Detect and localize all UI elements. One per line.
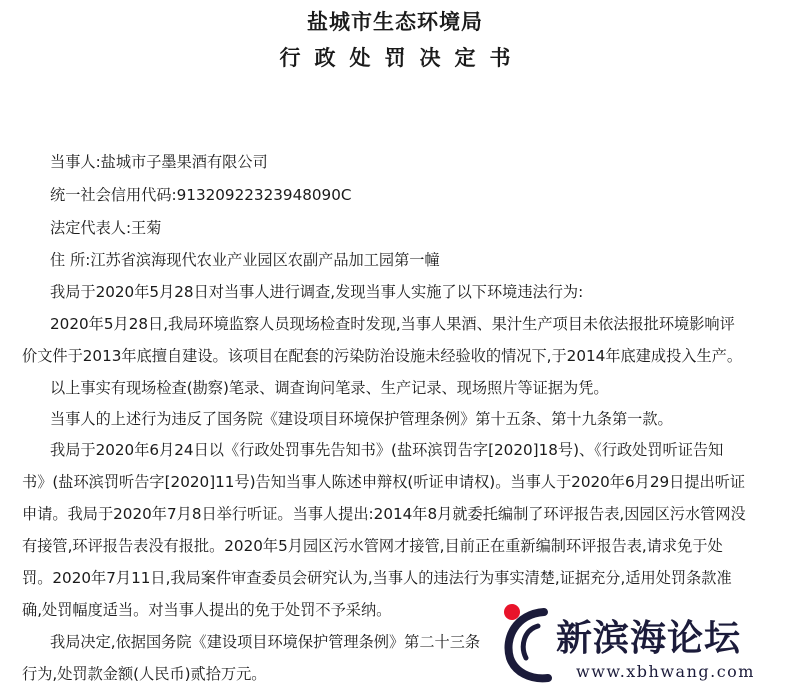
paragraph-hearing-line-1: 我局于2020年6月24日以《行政处罚事先告知书》(盐环滨罚告字[2020]18号)、《行政处罚听证告知 bbox=[50, 441, 724, 459]
paragraph-finding-line-2: 价文件于2013年底擅自建设。该项目在配套的污染防治设施未经验收的情况下,于2014年底建成投入生产。 bbox=[22, 347, 743, 365]
agency-title: 盐城市生态环境局 bbox=[307, 10, 483, 34]
paragraph-violation: 当事人的上述行为违反了国务院《建设项目环境保护管理条例》第十五条、第十九条第一款。 bbox=[50, 410, 673, 428]
paragraph-finding-line-1: 2020年5月28日,我局环境监察人员现场检查时发现,当事人果酒、果汁生产项目未依法报批环境影响评 bbox=[50, 315, 735, 333]
document-type-title: 行政处罚决定书 bbox=[279, 46, 525, 70]
paragraph-evidence: 以上事实有现场检查(勘察)笔录、调查询问笔录、生产记录、现场照片等证据为凭。 bbox=[50, 379, 609, 397]
paragraph-hearing-line-5: 罚。2020年7月11日,我局案件审查委员会研究认为,当事人的违法行为事实清楚,证据充分,适用处罚条款准 bbox=[22, 569, 732, 587]
party-name-line: 当事人:盐城市子墨果酒有限公司 bbox=[50, 153, 268, 171]
paragraph-hearing-line-2: 书》(盐环滨罚听告字[2020]11号)告知当事人陈述申辩权(听证申请权)。当事人于2020年6月29日提出听证 bbox=[22, 473, 746, 491]
legal-representative-line: 法定代表人:王菊 bbox=[50, 219, 162, 237]
forum-site-url: www.xbhwang.com bbox=[576, 662, 755, 681]
paragraph-hearing-line-6: 确,处罚幅度适当。对当事人提出的免于处罚不予采纳。 bbox=[22, 601, 392, 619]
paragraph-investigation: 我局于2020年5月28日对当事人进行调查,发现当事人实施了以下环境违法行为: bbox=[50, 283, 584, 301]
paragraph-decision-line-2: 行为,处罚款金额(人民币)贰拾万元。 bbox=[22, 665, 267, 683]
forum-watermark bbox=[494, 590, 790, 692]
forum-logo-icon bbox=[498, 598, 560, 684]
forum-site-name: 新滨海论坛 bbox=[556, 618, 742, 659]
paragraph-hearing-line-4: 有接管,环评报告表没有报批。2020年5月园区污水管网才接管,目前正在重新编制环评报告表,请求免于处 bbox=[22, 537, 723, 555]
paragraph-hearing-line-3: 申请。我局于2020年7月8日举行听证。当事人提出:2014年8月就委托编制了环评报告表,因园区污水管网没 bbox=[22, 505, 746, 523]
address-line: 住 所:江苏省滨海现代农业产业园区农副产品加工园第一幢 bbox=[50, 251, 440, 269]
credit-code-line: 统一社会信用代码:91320922323948090C bbox=[50, 186, 352, 204]
paragraph-decision-line-1: 我局决定,依据国务院《建设项目环境保护管理条例》第二十三条 bbox=[50, 633, 481, 651]
